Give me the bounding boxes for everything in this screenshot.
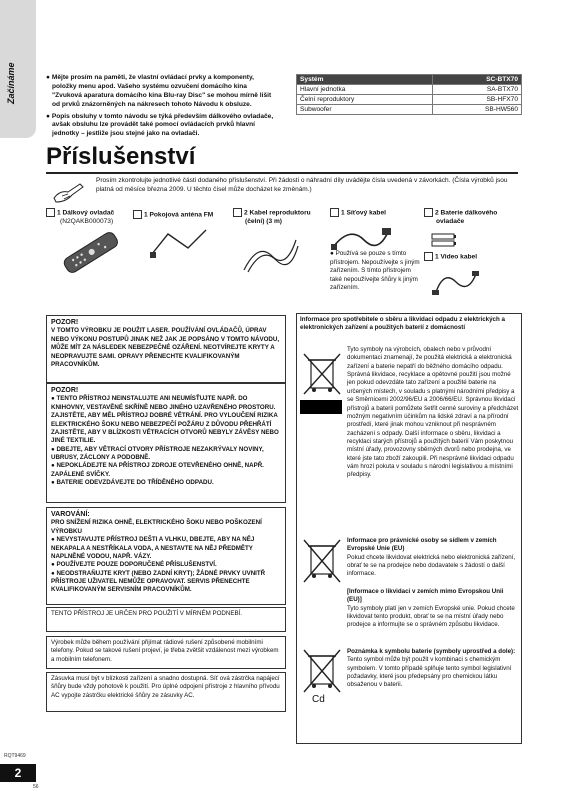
speaker-cable-image	[238, 232, 300, 276]
weee-bin-icon	[302, 538, 342, 594]
remote-control-image	[58, 231, 122, 275]
fm-antenna-image	[148, 224, 210, 260]
warning-ventilation	[46, 383, 286, 503]
warning-text: V TOMTO VÝROBKU JE POUŽIT LASER. POUŽÍVÁNÍ OVLÁDAČŮ, ÚPRAV NEBO VÝKONU POSTUPŮ JINAK NEŽ JAK JE POPSÁNO V TOMTO NÁVODU, MŮŽE MÍT ZA NÁSLEDEK NEBEZPEČNÉ OZÁŘENÍ. NEOTVÍREJTE KRYTY A NEOPRAVUJTE SAMI. OPRAVY PŘENECHTE KVALIFIKOVANÝM PRACOVNÍKŮM.	[51, 327, 280, 368]
accessory-remote: 1 Dálkový ovladač (N2QAKB000073)	[46, 208, 136, 227]
accessory-power-cord: 1 Síťový kabel	[330, 208, 386, 218]
climate-notice: TENTO PŘÍSTROJ JE URČEN PRO POUŽITÍ V MÍRNÉM PODNEBÍ.	[46, 607, 286, 632]
page-number: 2	[0, 764, 36, 782]
table-cell: Subwoofer	[297, 105, 433, 115]
table-row	[297, 85, 522, 95]
warning-heading: POZOR!	[51, 319, 79, 326]
black-bar-symbol	[300, 400, 342, 414]
eu-business-info: Informace pro právnické osoby se sídlem v zemích Evropské Unie (EU) Pokud chcete likvidovat elektrická nebo elektronická zařízení, obrať te se na prodejce nebo dodavatele s žádostí o další informace.	[347, 537, 516, 578]
list-item: ● NEPOKLÁDEJTE NA PŘÍSTROJ ZDROJE OTEVŘENÉHO OHNĚ, NAPŘ. ZAPÁLENÉ SVÍČKY.	[51, 462, 264, 478]
warning-heading: VAROVÁNÍ:	[51, 511, 90, 518]
accessory-speaker-cable: 2 Kabel reproduktoru (čelní) (3 m)	[233, 208, 338, 227]
title-divider	[46, 172, 518, 174]
notes-block	[46, 74, 278, 142]
list-item: ● TENTO PŘÍSTROJ NEINSTALUJTE ANI NEUMÍSŤUJTE NAPŘ. DO KNIHOVNY, VESTAVĚNÉ SKŘÍNĚ NEBO JINÉHO UZAVŘENÉHO PROSTORU. ZAJISTĚTE, ABY MĚL PŘÍSTROJ DOBRÉ VĚTRÁNÍ. PRO VYLOUČENÍ RIZIKA ELEKTRICKÉHO ŠOKU NEBO NEBEZPEČÍ POŽÁRU Z DŮVODU PŘEHŘÁTÍ ZAJISTĚTE, ABY V BLÍZKOSTI VĚTRACÍCH OTVORŮ NEBYLY ZÁVĚSY NEBO JINÉ TEXTILIE.	[51, 395, 279, 445]
list-item: ● BATERIE ODEVZDÁVEJTE DO TŘÍDĚNÉHO ODPADU.	[51, 479, 214, 487]
table-header-row	[297, 75, 522, 85]
table-header-cell: SC-BTX70	[433, 75, 522, 85]
hand-pen-icon	[52, 178, 90, 204]
checkbox-icon	[233, 208, 242, 217]
disposal-heading: Informace pro spotřebitele o sběru a likvidaci odpadu z elektrických a elektronických zařízení a použitých baterií z domácností	[300, 316, 505, 332]
warning-fire-shock	[46, 507, 286, 605]
table-cell: SA-BTX70	[433, 85, 522, 95]
note-item: ● Popis obsluhy v tomto návodu se týká především dálkového ovladače, avšak obsluhu lze provádět také pomocí ovládacích prvků hlavní jednotky – jestliže jsou stejné jako na ovladači.	[46, 112, 274, 138]
power-socket-notice: Zásuvka musí být v blízkosti zařízení a snadno dostupná. Síť ová zástrčka napájecí šňůry bude vždy pohotově k použití. Pro úplné odpojení přístroje z hlavního přívodu AC vypojte zástrčku elektrické šňůry ze zásuvky AC.	[46, 672, 286, 712]
remote-part-number: (N2QAKB000073)	[60, 218, 114, 226]
warning-list	[51, 395, 281, 487]
batteries-note: ovladače	[436, 218, 465, 226]
footer-sub-number: 56	[33, 784, 39, 790]
note-item: ● Mějte prosím na paměti, že vlastní ovládací prvky a komponenty, položky menu apod. Vašeho systému ozvučení domácího kina "Zvuková aparatura domácího kina Blu-ray Disc" se mohou mírně lišit od prvků znázorněných na nákresech tohoto Návodu k obsluze.	[46, 74, 272, 108]
section-tab-label: Začínáme	[6, 62, 16, 104]
disposal-text: Tyto symboly na výrobcích, obalech nebo v průvodní dokumentaci znamenají, že použitá elektrická a elektronická zařízení a baterie nepatří do běžného domácího odpadu. Správná likvidace, recyklace a opětovné použití jsou možné jen pokud odevzdáte tato zařízení a použité baterie na určených místech, v souladu s platnými národními předpisy a se Směrnicemi 2002/96/EU a 2006/66/EU. Správnou likvidací přístrojů a baterií pomůžete šetřit cenné suroviny a předcházet možným negativním účinkům na lidské zdraví a na přírodní prostředí, které jinak mohou vzniknout při nesprávném zacházení s odpady. Další informace o sběru, likvidaci a recyklaci starých přístrojů a použitých baterií Vám poskytnou místní úřady, provozovny sběrných dvorů nebo prodejna, ve které jste tato zboží zakoupili. Při nesprávné likvidaci odpadu vám hrozí pokuta v souladu s národní legislativou a místními předpisy.	[347, 346, 519, 479]
checkbox-icon	[133, 210, 142, 219]
system-table	[296, 74, 522, 115]
table-row	[297, 105, 522, 115]
page-title: Příslušenství	[46, 143, 196, 170]
list-item: ● NEODSTRAŇUJTE KRYT (NEBO ZADNÍ KRYT); ŽÁDNÉ PRVKY UVNITŘ PŘÍSTROJE UŽIVATEL NEMŮŽE OPRAVOVAT. SERVIS PŘENECHTE KVALIFIKOVANÝM SERVISNÍM PRACOVNÍKŮM.	[51, 569, 266, 594]
table-header-cell: Systém	[297, 75, 433, 85]
battery-symbol-note: Poznámka k symbolu baterie (symboly uprostřed a dole): Tento symbol může být použit v kombinaci s chemickým symbolem. V tomto případě splňuje tento symbol legislativní požadavky, které jsou předepsány pro chemickou látku obsaženou v baterii.	[347, 648, 516, 689]
warning-heading: POZOR!	[51, 387, 79, 394]
list-item: ● POUŽÍVEJTE POUZE DOPORUČENÉ PŘÍSLUŠENSTVÍ.	[51, 561, 217, 569]
non-eu-info: [Informace o likvidaci v zemích mimo Evropskou Unii (EU)] Tyto symboly platí jen v zemích Evropské unie. Pokud chcete likvidovat tento produkt, obrať te se na místní úřady nebo prodejce a informujte se o správném způsobu likvidace.	[347, 588, 515, 629]
power-cord-image	[330, 222, 394, 252]
table-row	[297, 95, 522, 105]
warning-intro: PRO SNÍŽENÍ RIZIKA OHNĚ, ELEKTRICKÉHO ŠOKU NEBO POŠKOZENÍ VÝROBKU	[51, 519, 262, 535]
checkbox-icon	[46, 208, 55, 217]
checkbox-icon	[330, 208, 339, 217]
list-item: ● DBEJTE, ABY VĚTRACÍ OTVORY PŘÍSTROJE NEZAKRÝVALY NOVINY, UBRUSY, ZÁCLONY A PODOBNĚ.	[51, 445, 264, 461]
table-cell: Hlavní jednotka	[297, 85, 433, 95]
power-cord-note: ● Používá se pouze s tímto přístrojem. Nepoužívejte s jiným zařízením. S tímto přístrojem také nepoužívejte šňůry k jiným zařízením.	[330, 250, 420, 291]
video-cable-image	[430, 266, 480, 298]
table-cell: SB-HFX70	[433, 95, 522, 105]
accessory-antenna: 1 Pokojová anténa FM	[133, 210, 213, 220]
intro-text: Prosím zkontrolujte jednotlivé části dodaného příslušenství. Při žádosti o náhradní díly uvádějte čísla uvedená v závorkách. (Čísla výrobků jsou platná od měsíce března 2009. U těchto čísel může docházet ke změnám.)	[96, 177, 508, 194]
document-code: RQT9469	[4, 753, 26, 759]
list-item: ● NEVYSTAVUJTE PŘÍSTROJ DEŠTI A VLHKU, DBEJTE, ABY NA NĚJ NEKAPALA A NESTŘÍKALA VODA, A NESTAVTE NA NĚJ PŘEDMĚTY NAPLNĚNÉ VODOU, NAPŘ. VÁZY.	[51, 536, 255, 560]
mobile-interference-notice: Výrobek může během používání přijímat rádiové rušení způsobené mobilními telefony. Pokud se takové rušení projeví, je třeba zvětšit vzdálenost mezi výrobkem a mobilním telefonem.	[46, 636, 286, 669]
accessory-video-cable: 1 Video kabel	[424, 252, 477, 262]
cadmium-symbol: Cd	[312, 694, 325, 705]
checkbox-icon	[424, 252, 433, 261]
batteries-image	[430, 232, 460, 248]
warning-laser	[46, 315, 286, 383]
checkbox-icon	[424, 208, 433, 217]
speaker-cable-note: (čelní) (3 m)	[245, 218, 283, 226]
accessory-batteries: 2 Baterie dálkového ovladače	[424, 208, 524, 227]
table-cell: SB-HW560	[433, 105, 522, 115]
table-cell: Čelní reproduktory	[297, 95, 433, 105]
